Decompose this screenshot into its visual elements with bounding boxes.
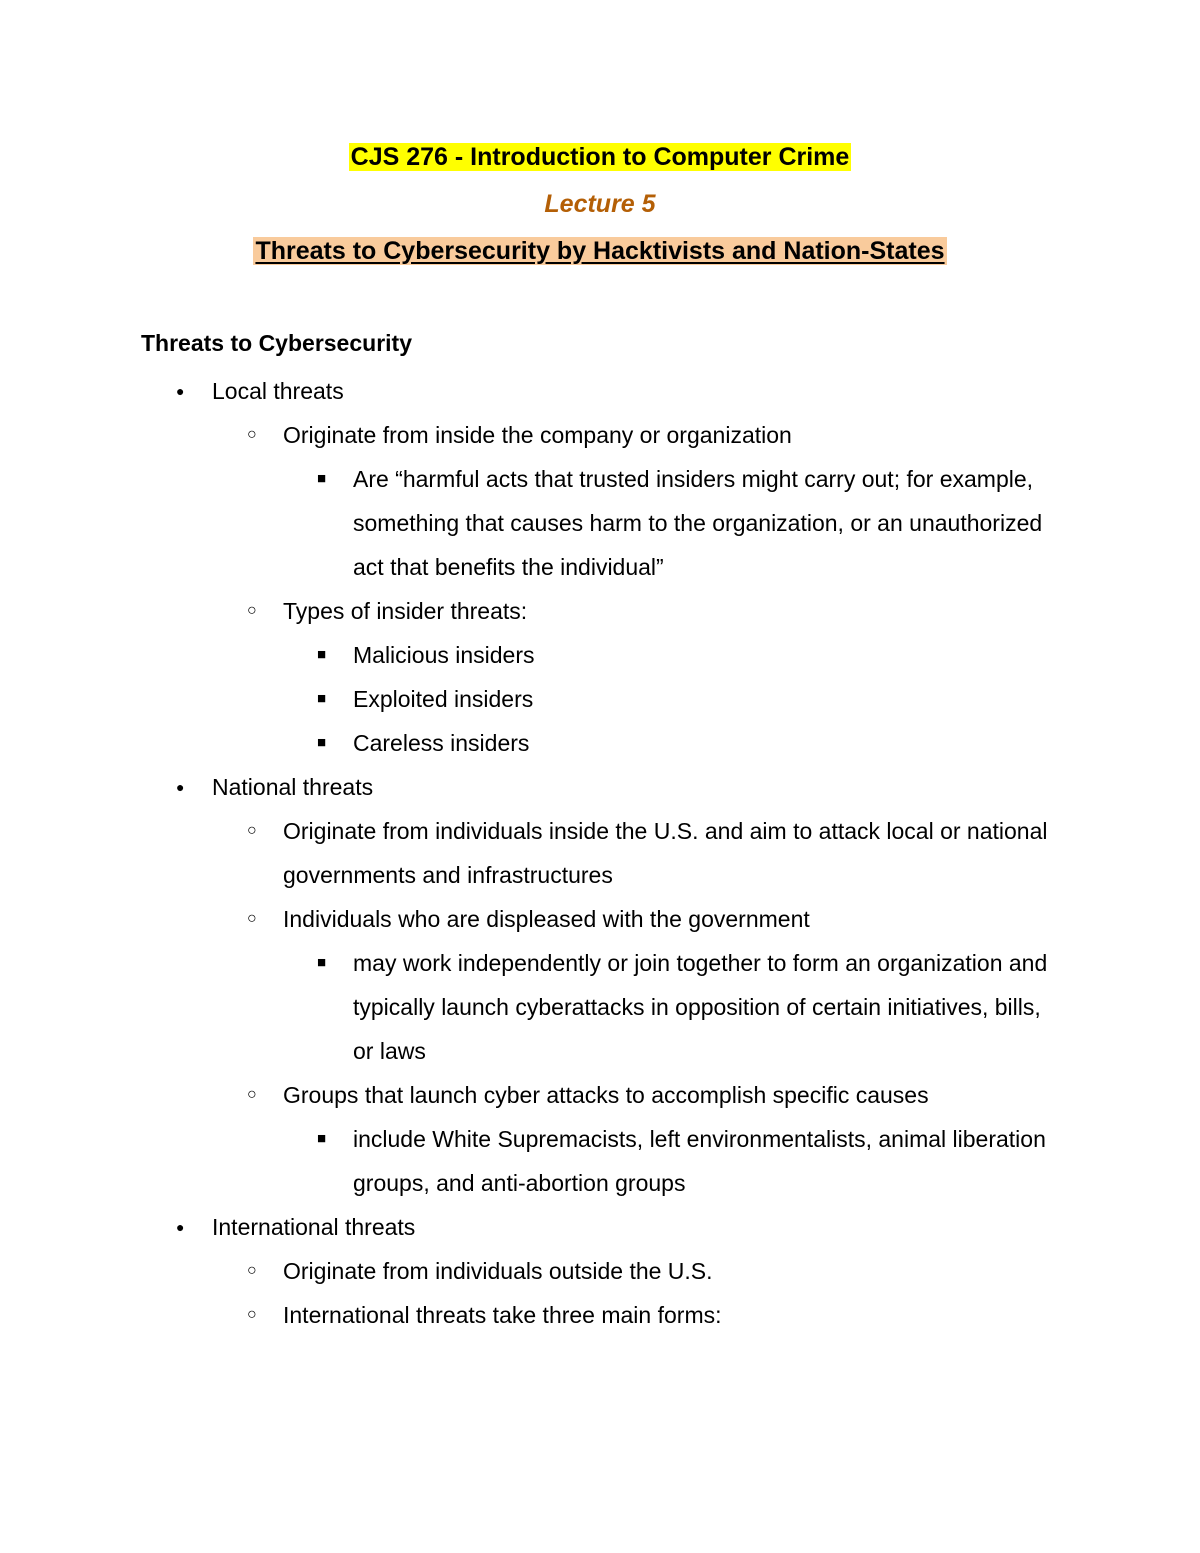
list-item-text: International threats take three main forms: <box>283 1302 722 1328</box>
section-heading: Threats to Cybersecurity <box>141 330 412 356</box>
bullet-circle-icon: ○ <box>247 1306 257 1323</box>
list-item-text: Groups that launch cyber attacks to accomplish specific causes <box>283 1082 929 1108</box>
bullet-disc-icon: ● <box>176 1219 185 1235</box>
bullet-circle-icon: ○ <box>247 1262 257 1279</box>
list-item-text: Types of insider threats: <box>283 598 528 624</box>
bullet-square-icon: ■ <box>317 470 327 487</box>
list-item <box>0 1249 1200 1293</box>
list-item <box>0 809 1200 897</box>
list-item-text: National threats <box>212 774 374 800</box>
list-item <box>0 941 1200 1073</box>
bullet-square-icon: ■ <box>317 646 327 663</box>
list-item-text: Individuals who are displeased with the government <box>283 906 810 932</box>
list-item <box>0 677 1200 721</box>
list-item <box>0 721 1200 765</box>
list-item <box>0 589 1200 633</box>
list-item-national-threats <box>0 765 1200 809</box>
list-item-text: Originate from individuals inside the U.S. and aim to attack local or national governments and infrastructures <box>283 818 1048 888</box>
course-title <box>0 139 1200 175</box>
list-item-text: Exploited insiders <box>353 686 534 712</box>
outline-list <box>0 369 1200 1337</box>
bullet-square-icon: ■ <box>317 690 327 707</box>
bullet-square-icon: ■ <box>317 1130 327 1147</box>
list-item <box>0 1073 1200 1117</box>
bullet-circle-icon: ○ <box>247 910 257 927</box>
list-item <box>0 413 1200 457</box>
list-item <box>0 1117 1200 1205</box>
bullet-square-icon: ■ <box>317 954 327 971</box>
list-item-text: Are “harmful acts that trusted insiders might carry out; for example, something that causes harm to the organization, or an unauthorized act that benefits the individual” <box>353 466 1043 580</box>
lecture-topic-text: Threats to Cybersecurity by Hacktivists and Nation-States <box>255 237 945 265</box>
list-item-text: Originate from inside the company or organization <box>283 422 792 448</box>
list-item <box>0 1293 1200 1337</box>
list-item <box>0 457 1200 589</box>
bullet-circle-icon: ○ <box>247 822 257 839</box>
list-item-text: Local threats <box>212 378 344 404</box>
list-item-text: Originate from individuals outside the U.S. <box>283 1258 713 1284</box>
lecture-number: Lecture 5 <box>544 190 656 218</box>
list-item-local-threats <box>0 369 1200 413</box>
bullet-circle-icon: ○ <box>247 1086 257 1103</box>
bullet-disc-icon: ● <box>176 779 185 795</box>
bullet-circle-icon: ○ <box>247 602 257 619</box>
list-item-international-threats <box>0 1205 1200 1249</box>
list-item <box>0 897 1200 941</box>
list-item-text: include White Supremacists, left environmentalists, animal liberation groups, and anti-abortion groups <box>353 1126 1046 1196</box>
list-item <box>0 633 1200 677</box>
bullet-circle-icon: ○ <box>247 426 257 443</box>
bullet-disc-icon: ● <box>176 383 185 399</box>
lecture-topic <box>0 233 1200 269</box>
course-title-text: CJS 276 - Introduction to Computer Crime <box>350 143 850 171</box>
bullet-square-icon: ■ <box>317 734 327 751</box>
list-item-text: may work independently or join together to form an organization and typically launch cyberattacks in opposition of certain initiatives, bills, or laws <box>353 950 1048 1064</box>
list-item-text: Careless insiders <box>353 730 530 756</box>
list-item-text: Malicious insiders <box>353 642 535 668</box>
list-item-text: International threats <box>212 1214 416 1240</box>
